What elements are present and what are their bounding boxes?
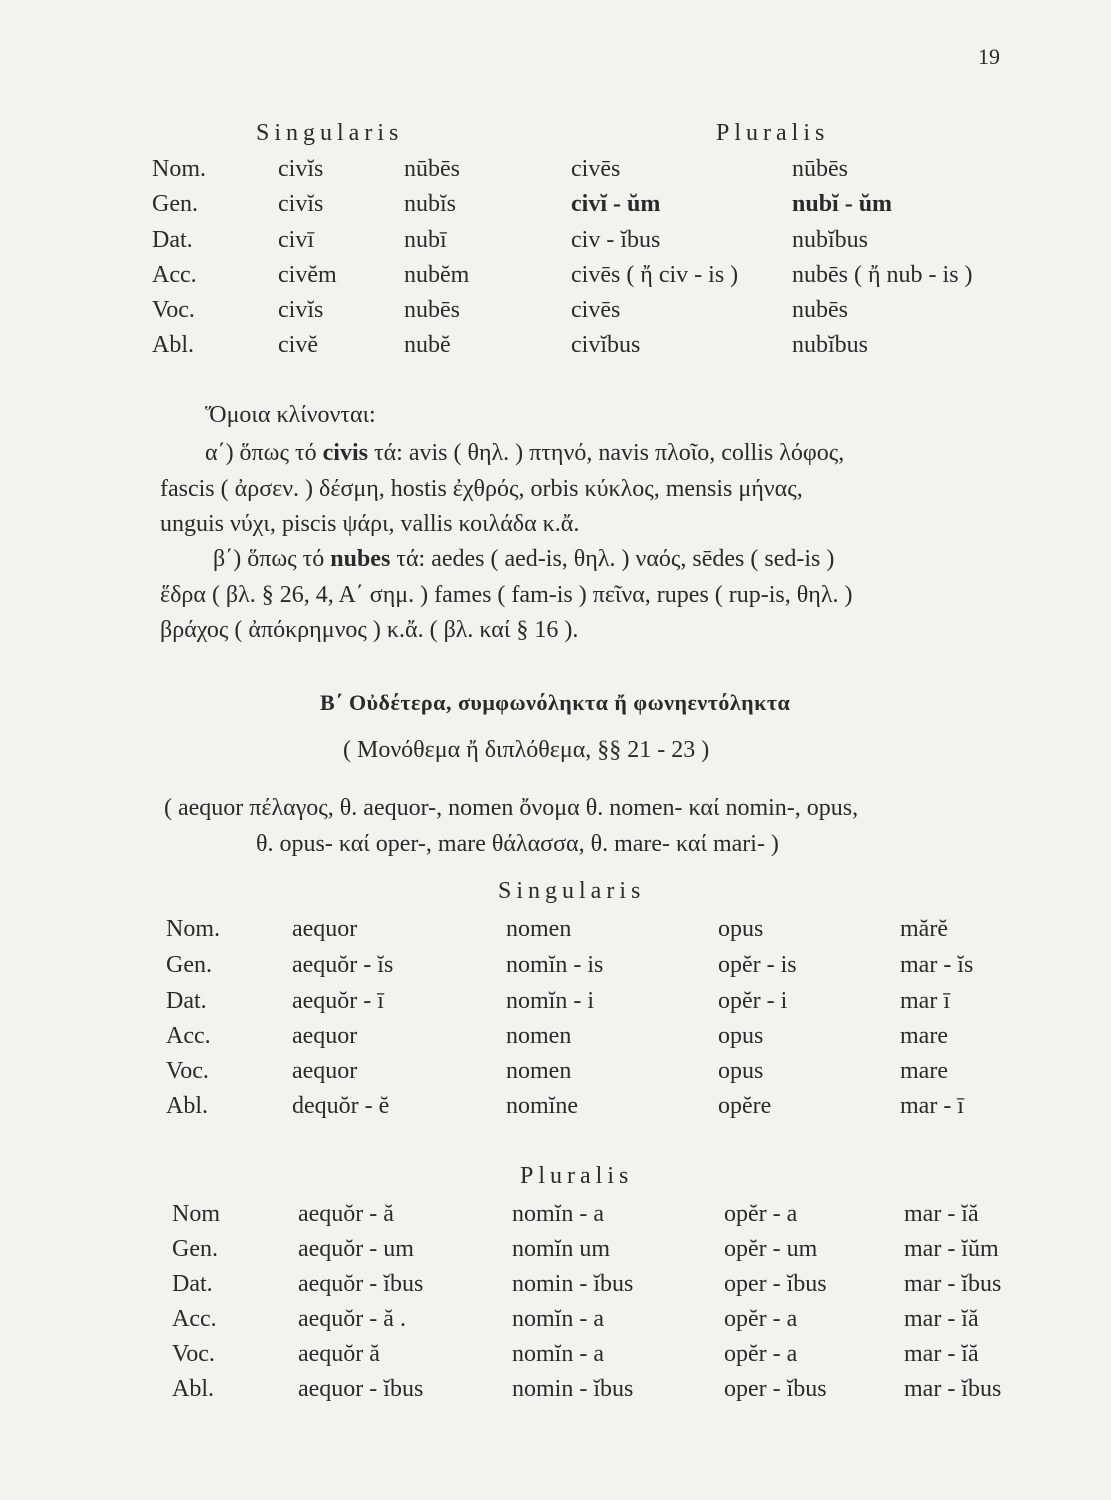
table-row [0,1236,1111,1266]
cell-opus: opus [718,1023,764,1049]
cell-aequor: dequŏr - ĕ [292,1093,390,1119]
cell-nomen: nomĭne [506,1093,578,1119]
section-intro-line1: ( aequor πέλαγος, θ. aequor-, nomen ὄνομα θ. nomen- καί nomin-, opus, [164,795,859,821]
section-subtitle: ( Μονόθεμα ἤ διπλόθεμα, §§ 21 - 23 ) [343,737,710,763]
cell-nubes-singular: nubēs [404,297,460,323]
case-label: Dat. [166,988,207,1014]
table-row [0,952,1111,982]
similar-b-line3: βράχος ( ἀπόκρημνος ) κ.ἄ. ( βλ. καί § 16 ). [160,617,579,643]
cell-opus: opus [718,916,764,942]
cell-nomen: nomen [506,1023,572,1049]
cell-opus: opĕr - i [718,988,788,1014]
cell-aequor: aequor [292,1058,358,1084]
cell-civis-plural: civēs [571,297,621,323]
table-row [0,262,1111,292]
similar-a-line1 [205,440,844,467]
table-row [0,916,1111,946]
table-row [0,191,1111,221]
table-row [0,297,1111,327]
cell-aequor: aequŏr - um [298,1236,414,1262]
cell-aequor: aequor [292,1023,358,1049]
case-label: Abl. [166,1093,208,1119]
cell-aequor: aequŏr - ă [298,1201,394,1227]
cell-civis-plural: civĭ - ŭm [571,191,661,217]
section-title: Β΄ Οὐδέτερα, συμφωνόληκτα ἤ φωνηεντόληκτα [320,690,791,715]
cell-mare: mar ī [900,988,950,1014]
cell-nomen: nomin - ĭbus [512,1271,634,1297]
table-row [0,1058,1111,1088]
cell-mare: mare [900,1058,948,1084]
table-row [0,227,1111,257]
cell-aequor: aequŏr - ĭs [292,952,394,978]
cell-opus: opĕr - a [724,1341,798,1367]
cell-mare: mărĕ [900,916,948,942]
similar-a-suffix: τά: avis ( θηλ. ) πτηνό, navis πλοῖο, collis λόφος, [367,440,845,466]
cell-nomen: nomĭn - is [506,952,604,978]
page-number: 19 [978,44,1000,69]
cell-aequor: aequor - ĭbus [298,1376,424,1402]
cell-civis-singular: civĭs [278,156,324,182]
cell-opus: opĕr - um [724,1236,818,1262]
table-row [0,988,1111,1018]
table-row [0,1201,1111,1231]
cell-nubes-singular: nubĕ [404,332,451,358]
similar-b-line1 [213,546,834,573]
cell-nubes-singular: nūbēs [404,156,460,182]
cell-civis-singular: civĭs [278,297,324,323]
case-label: Abl. [172,1376,214,1402]
table-row [0,332,1111,362]
cell-mare: mar - ĭbus [904,1271,1002,1297]
cell-opus: opĕr - a [724,1201,798,1227]
similar-b-line2: ἕδρα ( βλ. § 26, 4, Α΄ σημ. ) fames ( fam-is ) πεῖνα, rupes ( rup-is, θηλ. ) [160,582,853,608]
cell-nomen: nomĭn - i [506,988,594,1014]
case-label: Nom. [152,156,206,182]
cell-civis-singular: civĭs [278,191,324,217]
table-row [0,1023,1111,1053]
cell-aequor: aequor [292,916,358,942]
similar-title: Ὅμοια κλίνονται: [205,402,376,428]
cell-opus: oper - ĭbus [724,1376,827,1402]
cell-nubes-plural: nubēs ( ἤ nub - is ) [792,262,973,288]
cell-nomen: nomĭn - a [512,1201,604,1227]
similar-a-bold-word: civis [322,440,368,466]
cell-civis-singular: civĕ [278,332,318,358]
cell-opus: opus [718,1058,764,1084]
cell-nomen: nomin - ĭbus [512,1376,634,1402]
cell-opus: opĕre [718,1093,772,1119]
cell-nubes-plural: nubĭ - ŭm [792,191,893,217]
cell-nubes-singular: nubī [404,227,447,253]
table-row [0,1341,1111,1371]
case-label: Gen. [166,952,212,978]
header-pluralis-neuter: Pluralis [520,1163,634,1189]
cell-nomen: nomĭn um [512,1236,611,1262]
cell-aequor: aequŏr - ĭbus [298,1271,424,1297]
header-singularis-neuter: Singularis [498,878,646,904]
cell-nubes-plural: nubĭbus [792,227,869,253]
cell-mare: mar - ĭbus [904,1376,1002,1402]
table-row [0,1271,1111,1301]
cell-aequor: aequŏr - ă . [298,1306,406,1332]
similar-a-line3: unguis νύχι, piscis ψάρι, vallis κοιλάδα κ.ἄ. [160,511,580,537]
header-singularis: Singularis [256,120,404,146]
cell-opus: oper - ĭbus [724,1271,827,1297]
cell-opus: opĕr - a [724,1306,798,1332]
cell-civis-singular: civī [278,227,314,253]
cell-nubes-plural: nubēs [792,297,848,323]
cell-opus: opĕr - is [718,952,797,978]
case-label: Gen. [172,1236,218,1262]
case-label: Acc. [172,1306,217,1332]
cell-nomen: nomen [506,916,572,942]
cell-nubes-singular: nubĕm [404,262,470,288]
case-label: Voc. [166,1058,209,1084]
cell-nubes-singular: nubĭs [404,191,457,217]
case-label: Nom. [166,916,220,942]
cell-civis-plural: civēs ( ἤ civ - is ) [571,262,739,288]
case-label: Acc. [152,262,197,288]
section-intro-line2: θ. opus- καί oper-, mare θάλασσα, θ. mare- καί mari- ) [256,831,779,857]
cell-mare: mar - ĭă [904,1341,979,1367]
table-row [0,1376,1111,1406]
cell-civis-plural: civĭbus [571,332,641,358]
cell-mare: mar - ĭŭm [904,1236,999,1262]
similar-b-prefix: β΄) ὅπως τό [213,546,331,572]
cell-civis-plural: civ - ĭbus [571,227,661,253]
header-pluralis: Pluralis [716,120,830,146]
table-row [0,1306,1111,1336]
case-label: Nom [172,1201,220,1227]
cell-aequor: aequŏr - ī [292,988,384,1014]
cell-nubes-plural: nubĭbus [792,332,869,358]
case-label: Dat. [172,1271,213,1297]
table-row [0,156,1111,186]
cell-nomen: nomĭn - a [512,1341,604,1367]
case-label: Acc. [166,1023,211,1049]
cell-nomen: nomen [506,1058,572,1084]
similar-a-line2: fascis ( ἀρσεν. ) δέσμη, hostis ἐχθρός, orbis κύκλος, mensis μήνας, [160,476,803,502]
case-label: Voc. [152,297,195,323]
cell-civis-singular: civĕm [278,262,337,288]
case-label: Dat. [152,227,193,253]
similar-b-suffix: τά: aedes ( aed-is, θηλ. ) ναός, sēdes ( sed-is ) [390,546,835,572]
similar-b-bold-word: nubes [330,546,391,572]
cell-mare: mar - ĭă [904,1201,979,1227]
cell-mare: mar - ĭă [904,1306,979,1332]
cell-mare: mar - ī [900,1093,964,1119]
similar-a-prefix: α΄) ὅπως τό [205,440,323,466]
cell-mare: mar - ĭs [900,952,974,978]
cell-mare: mare [900,1023,948,1049]
cell-aequor: aequŏr ă [298,1341,380,1367]
cell-nubes-plural: nūbēs [792,156,848,182]
case-label: Gen. [152,191,198,217]
cell-civis-plural: civēs [571,156,621,182]
cell-nomen: nomĭn - a [512,1306,604,1332]
case-label: Voc. [172,1341,215,1367]
case-label: Abl. [152,332,194,358]
table-row [0,1093,1111,1123]
